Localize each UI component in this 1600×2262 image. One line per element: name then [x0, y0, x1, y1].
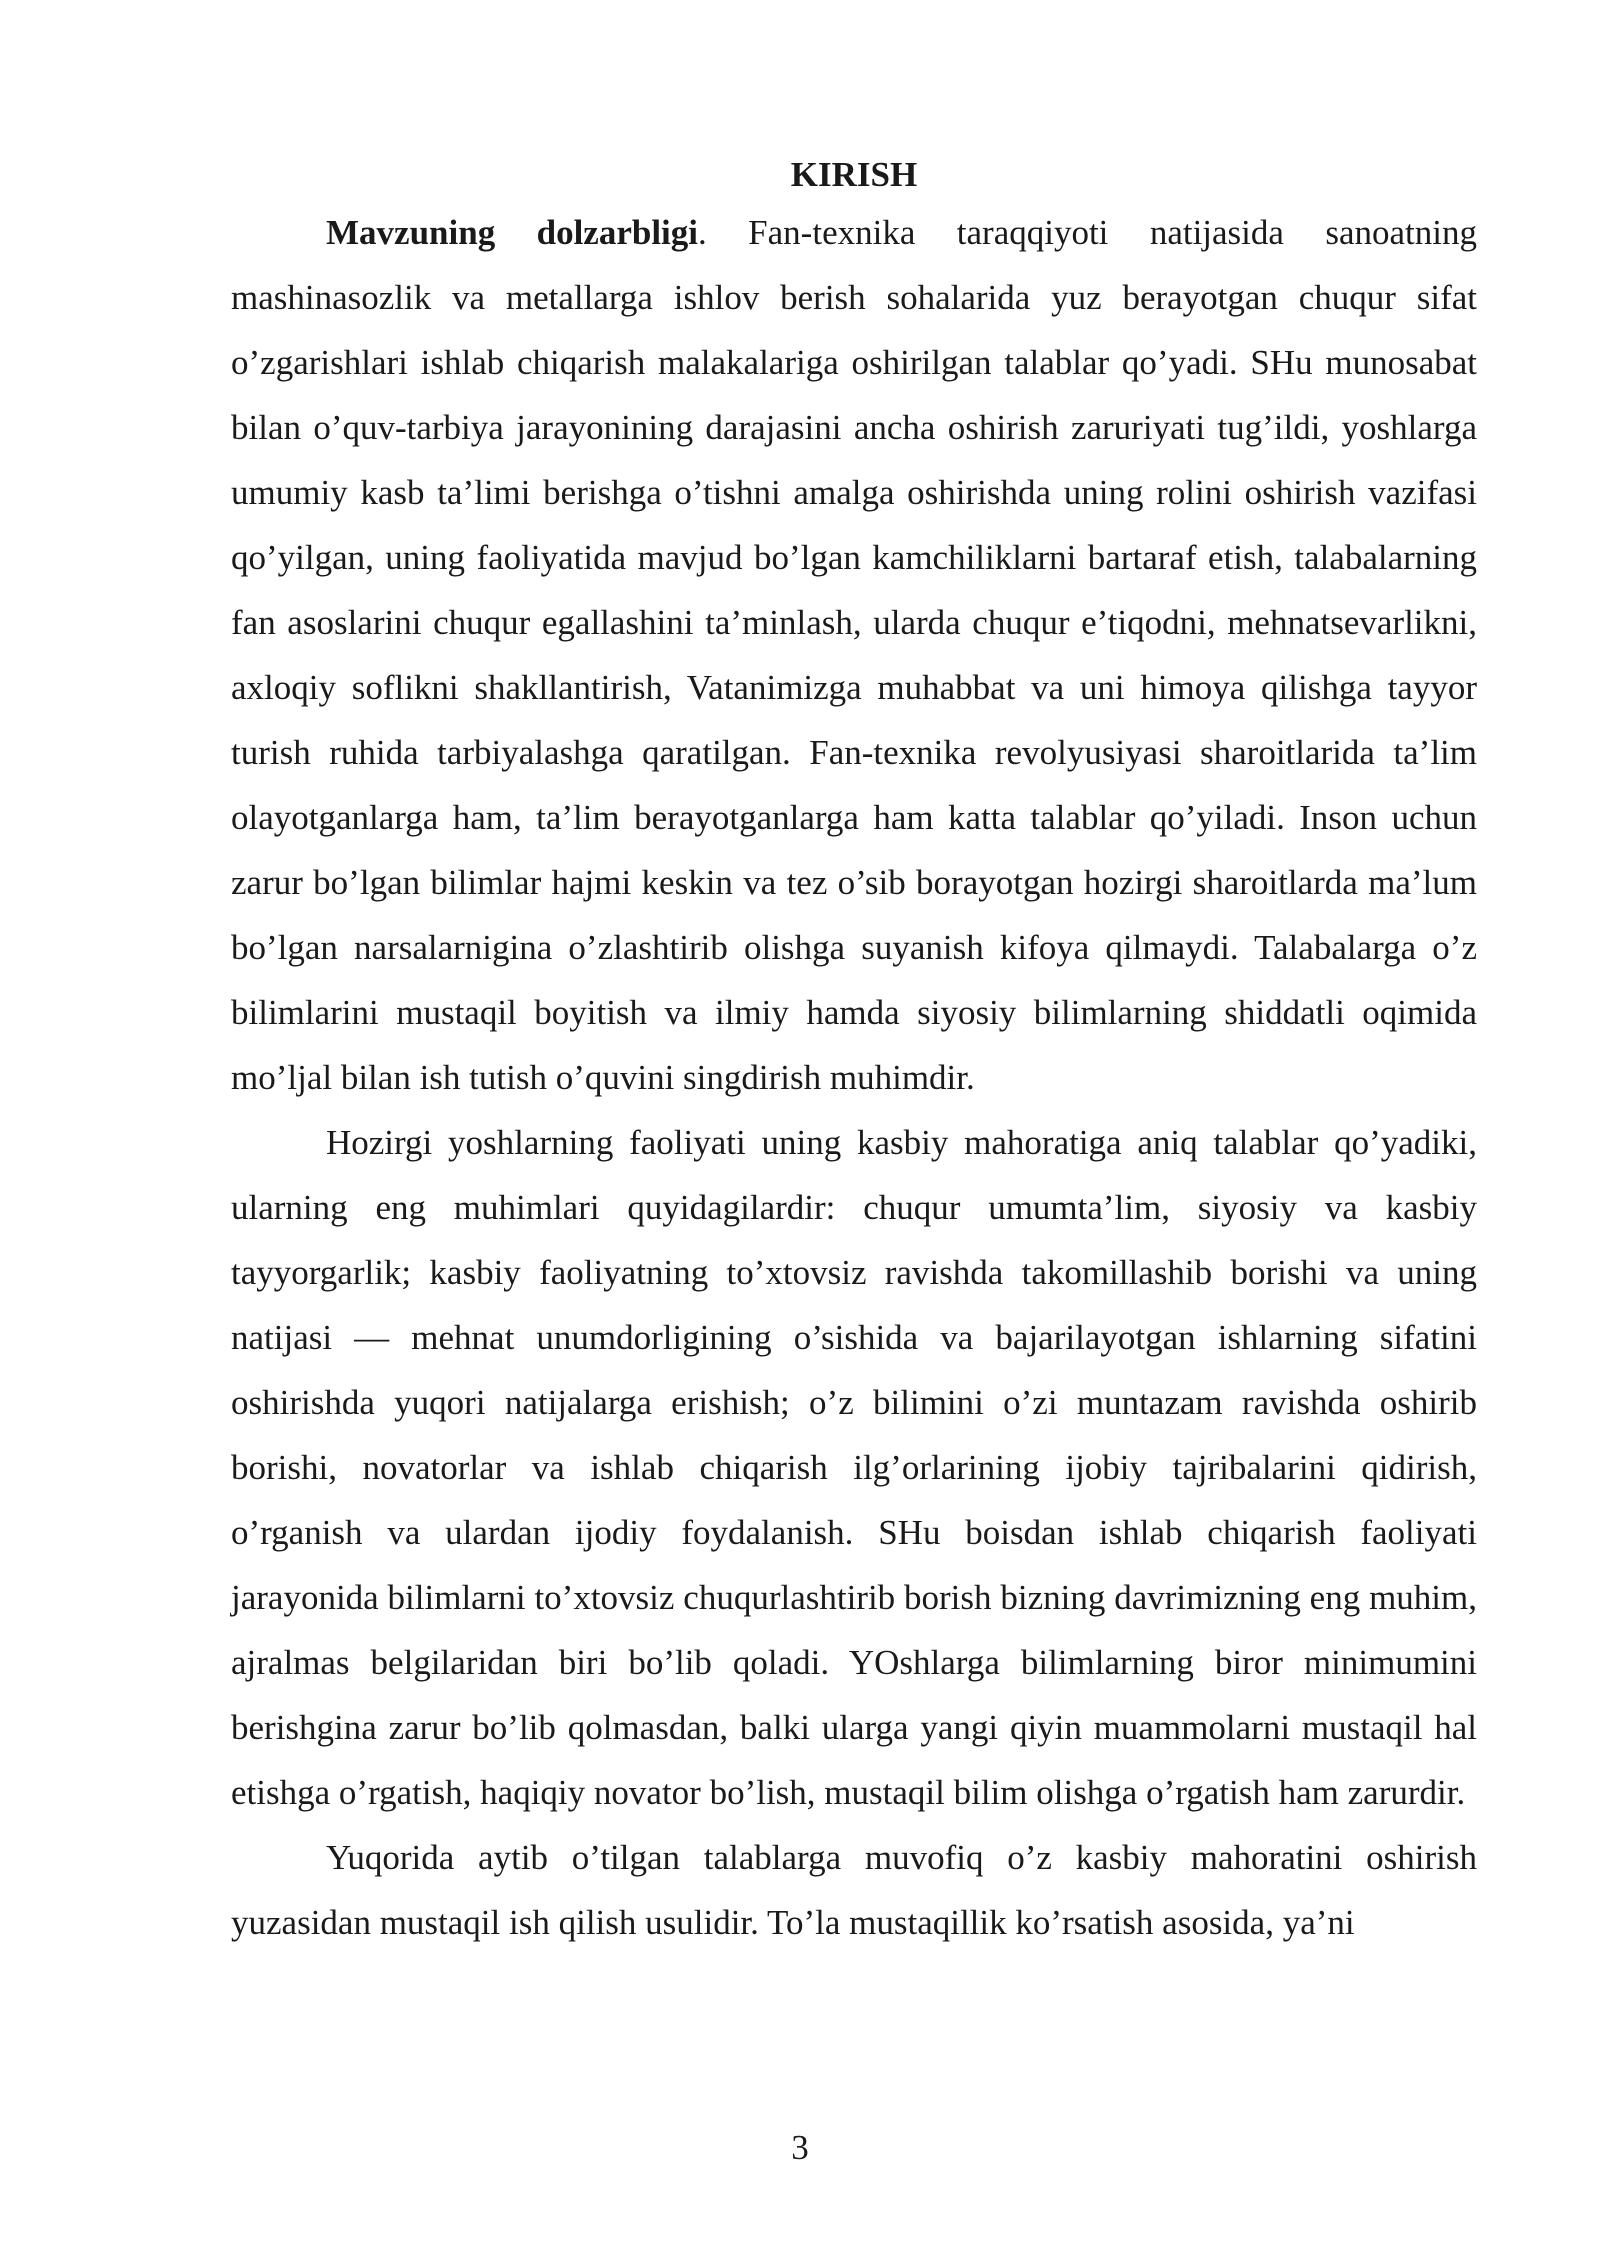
page-heading: KIRISH: [790, 155, 918, 194]
paragraph-relevance: [231, 200, 1477, 1110]
page-number: 3: [791, 2128, 809, 2167]
paragraph-independent-work: Yuqorida aytib o’tilgan talablarga muvofiq o’z kasbiy mahoratini oshirish yuzasidan mustaqil ish qilish usulidir. To’la mustaqillik ko’rsatish asosida, ya’ni: [231, 1838, 1477, 1942]
paragraph-lead: Mavzuning dolzarbligi: [326, 213, 699, 252]
page-content: [231, 150, 1477, 1955]
paragraph-text: . Fan-texnika taraqqiyoti natijasida sanoatning mashinasozlik va metallarga ishlov berish sohalarida yuz berayotgan chuqur sifat o’zgarishlari ishlab chiqarish malakalariga oshirilgan talablar qo’yadi. SHu munosabat bilan o’quv-tarbiya jarayonining darajasini ancha oshirish zaruriyati tug’ildi, yoshlarga umumiy kasb ta’limi berishga o’tishni amalga oshirishda uning rolini oshirish vazifasi qo’yilgan, uning faoliyatida mavjud bo’lgan kamchiliklarni bartaraf etish, talabalarning fan asoslarini chuqur egallashini ta’minlash, ularda chuqur e’tiqodni, mehnatsevarlikni, axloqiy soflikni shakllantirish, Vatanimizga muhabbat va uni himoya qilishga tayyor turish ruhida tarbiyalashga qaratilgan. Fan-texnika revolyusiyasi sharoitlarida ta’lim olayotganlarga ham, ta’lim berayotganlarga ham katta talablar qo’yiladi. Inson uchun zarur bo’lgan bilimlar hajmi keskin va tez o’sib borayotgan hozirgi sharoitlarda ma’lum bo’lgan narsalarnigina o’zlashtirib olishga suyanish kifoya qilmaydi. Talabalarga o’z bilimlarini mustaqil boyitish va ilmiy hamda siyosiy bilimlarning shiddatli oqimida mo’ljal bilan ish tutish o’quvini singdirish muhimdir.: [231, 213, 1477, 1097]
paragraph-youth-activity: Hozirgi yoshlarning faoliyati uning kasbiy mahoratiga aniq talablar qo’yadiki, ularning eng muhimlari quyidagilardir: chuqur umumta’lim, siyosiy va kasbiy tayyorgarlik; kasbiy faoliyatning to’xtovsiz ravishda takomillashib borishi va uning natijasi — mehnat unumdorligining o’sishida va bajarilayotgan ishlarning sifatini oshirishda yuqori natijalarga erishish; o’z bilimini o’zi muntazam ravishda oshirib borishi, novatorlar va ishlab chiqarish ilg’orlarining ijobiy tajribalarini qidirish, o’rganish va ulardan ijodiy foydalanish. SHu boisdan ishlab chiqarish faoliyati jarayonida bilimlarni to’xtovsiz chuqurlashtirib borish bizning davrimizning eng muhim, ajralmas belgilaridan biri bo’lib qoladi. YOshlarga bilimlarning biror minimumini berishgina zarur bo’lib qolmasdan, balki ularga yangi qiyin muammolarni mustaqil hal etishga o’rgatish, haqiqiy novator bo’lish, mustaqil bilim olishga o’rgatish ham zarurdir.: [231, 1123, 1477, 1812]
